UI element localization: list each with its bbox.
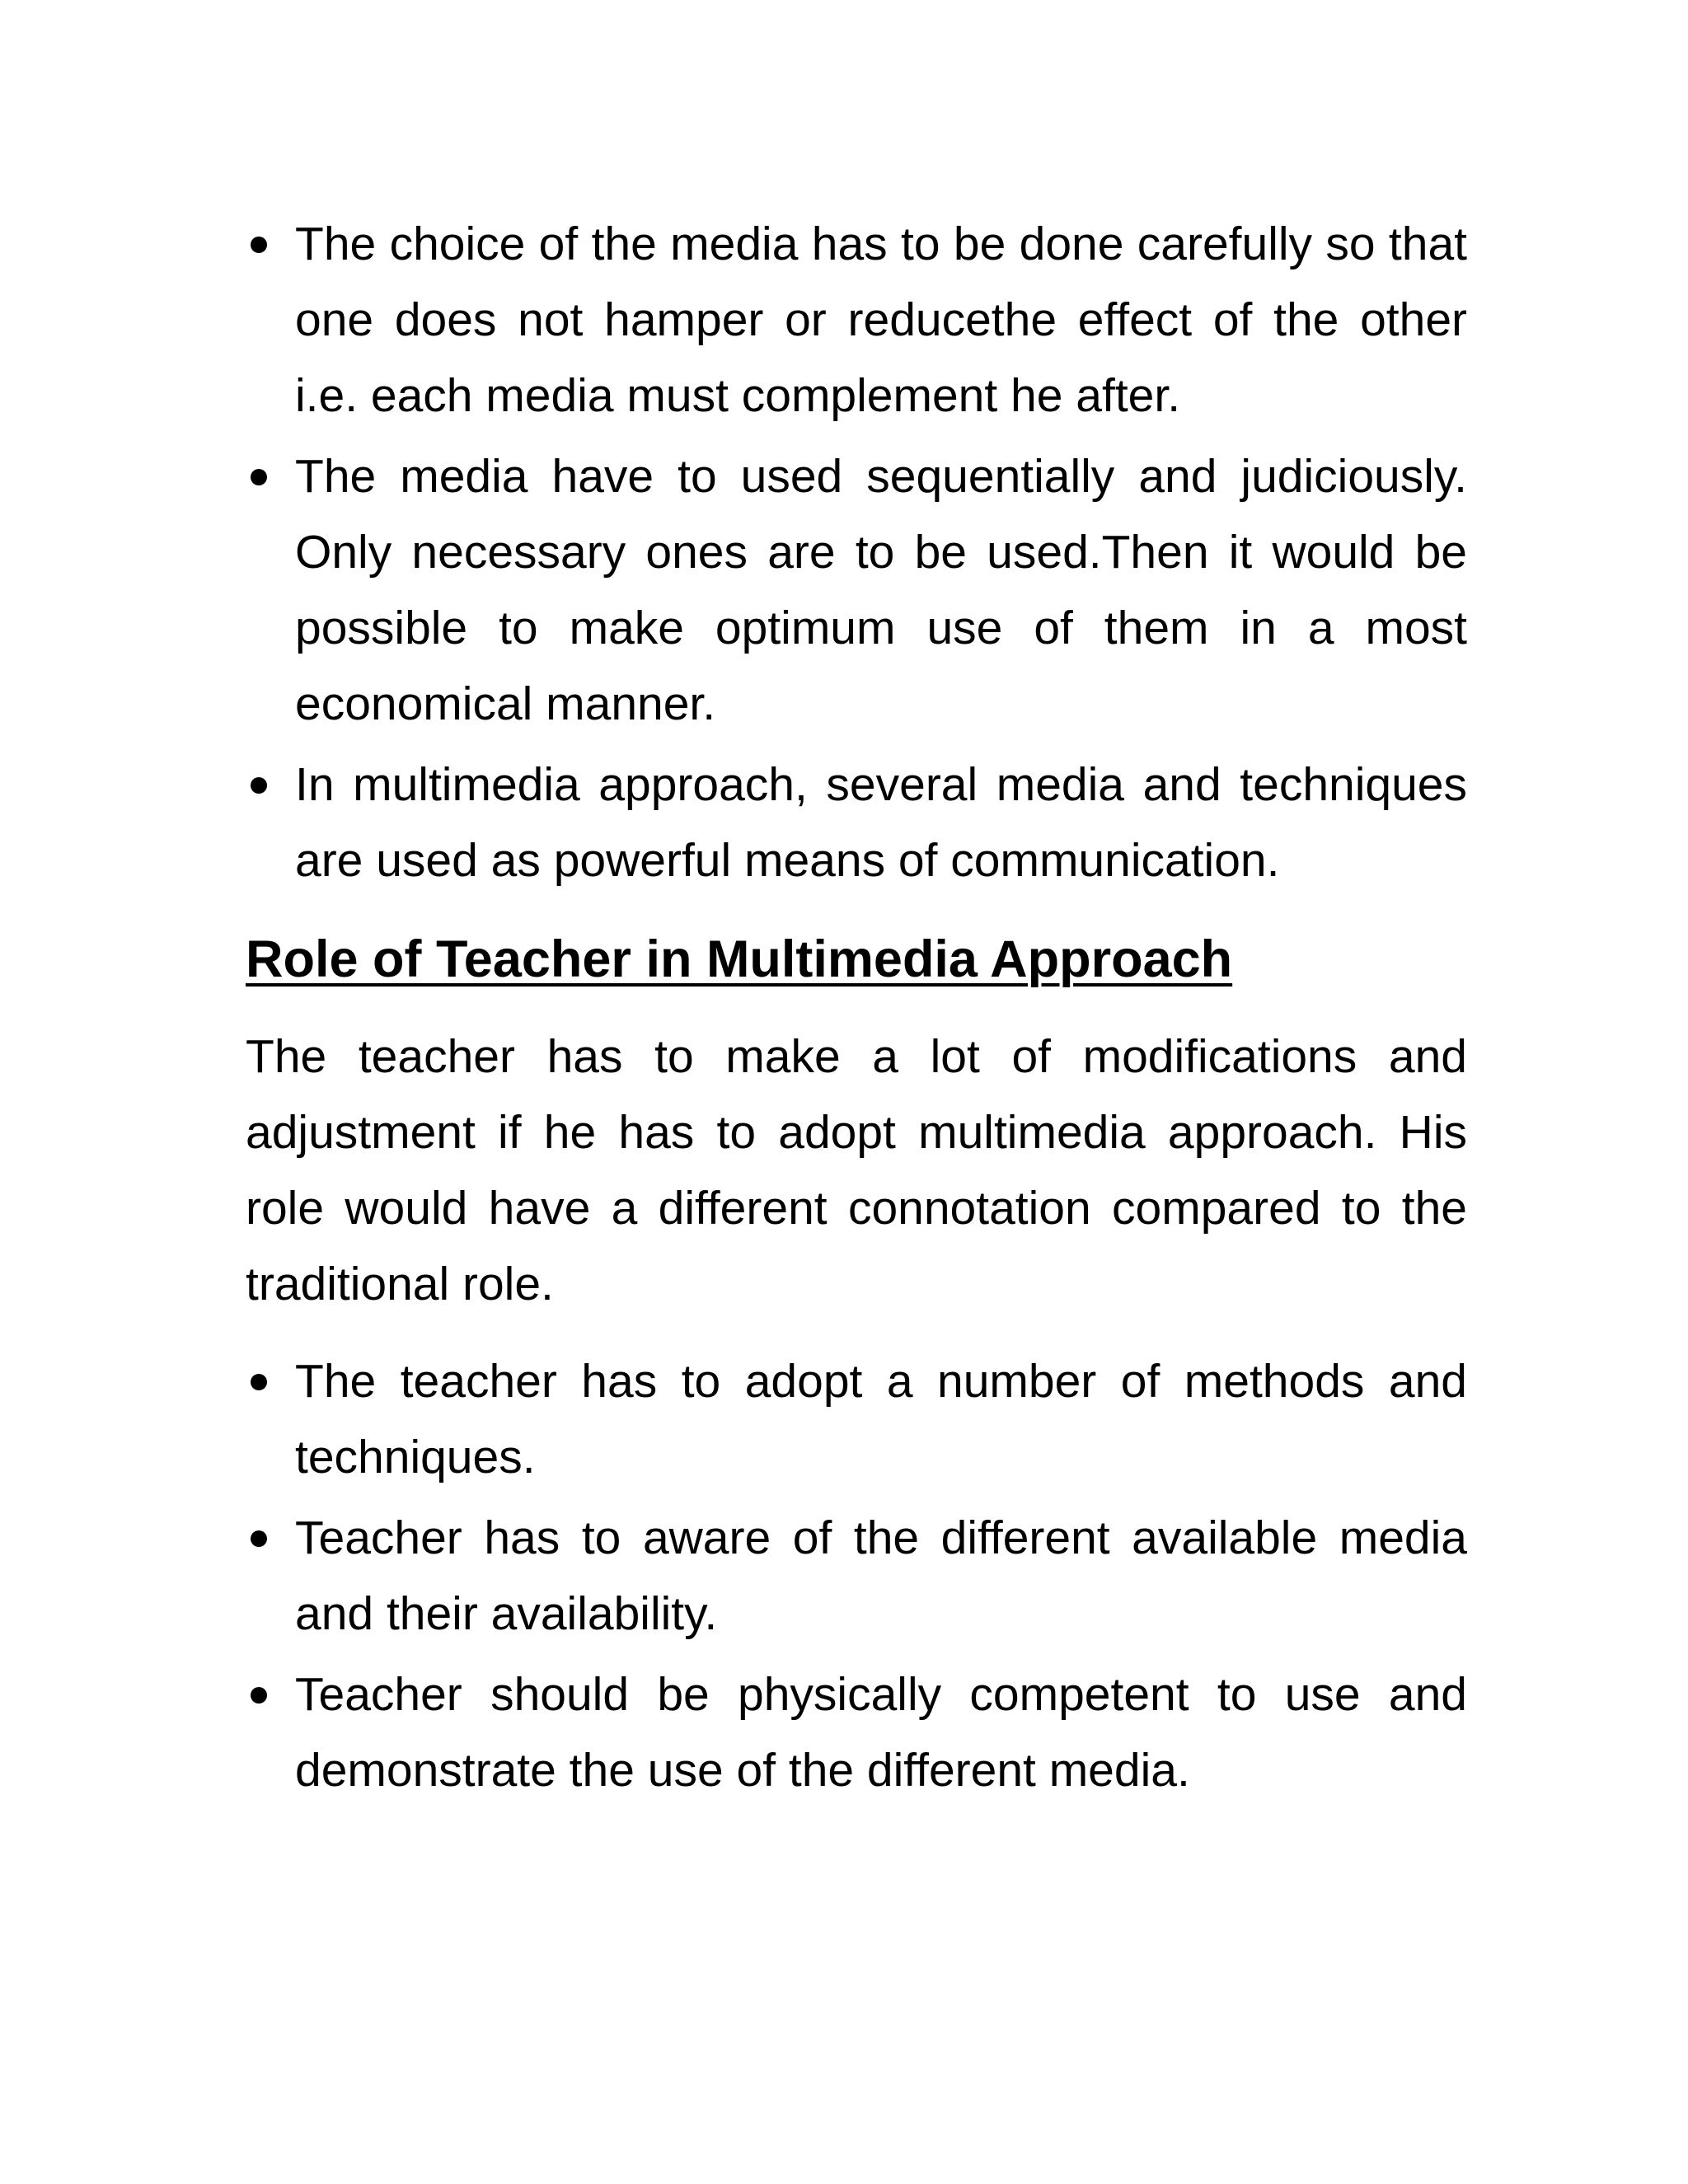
bullet-list-top (246, 206, 1467, 898)
bullet-dot-icon (251, 1530, 267, 1547)
list-item (246, 1657, 1467, 1808)
document-page (246, 206, 1467, 1813)
bullet-dot-icon (251, 469, 267, 485)
list-item-text: Teacher has to aware of the different available media and their availability. (295, 1511, 1467, 1640)
bullet-dot-icon (251, 777, 267, 794)
bullet-list-bottom (246, 1343, 1467, 1808)
list-item (246, 438, 1467, 742)
section-heading: Role of Teacher in Multimedia Approach (246, 930, 1233, 988)
list-item (246, 206, 1467, 434)
list-item-text: Teacher should be physically competent to use and demonstrate the use of the different media. (295, 1668, 1467, 1797)
bullet-dot-icon (251, 1374, 267, 1390)
list-item-text: The choice of the media has to be done carefully so that one does not hamper or reducethe effect of the other i.e. each media must complement he after. (295, 218, 1467, 422)
list-item-text: The teacher has to adopt a number of methods and techniques. (295, 1355, 1467, 1483)
list-item-text: The media have to used sequentially and judiciously. Only necessary ones are to be used.Then it would be possible to make optimum use of them in a most economical manner. (295, 450, 1467, 730)
list-item (246, 747, 1467, 898)
bullet-dot-icon (251, 237, 267, 253)
list-item-text: In multimedia approach, several media and techniques are used as powerful means of communication. (295, 758, 1467, 887)
bullet-dot-icon (251, 1687, 267, 1704)
list-item (246, 1500, 1467, 1652)
section-paragraph: The teacher has to make a lot of modifications and adjustment if he has to adopt multimedia approach. His role would have a different connotation compared to the traditional role. (246, 1030, 1467, 1310)
list-item (246, 1343, 1467, 1495)
